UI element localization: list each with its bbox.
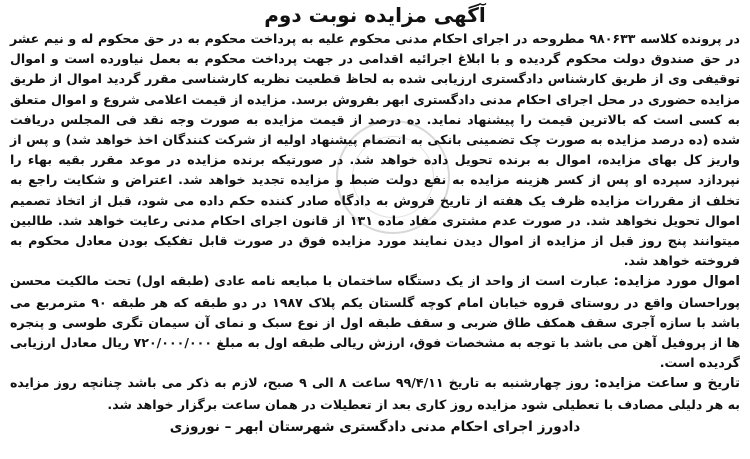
notice-title: آگهی مزایده نوبت دوم [264,3,486,27]
notice-intro-paragraph: در پرونده کلاسه ۹۸۰۶۳۳ مطروحه در اجرای احکام مدنی محکوم علیه به پرداخت محکوم به در حق محکوم له و نیم عشر در حق صندوق دولت محکوم گردیده و با ابلاغ اجرائیه اقدامی در جهت پرداخت محکوم به بعمل نیاورده است و اموال توقیفی وی از طریق کارشناس دادگستری ارزیابی شده به لحاظ قطعیت نظریه کارشناسی مقرر گردید اموال از طریق مزایده حضوری در محل اجرای احکام مدنی دادگستری ابهر بفروش برسد. مزایده از قیمت اعلامی شروع و اموال متعلق به کسی است که بالاترین قیمت را پیشنهاد نماید. ده درصد از قیمت مزایده به صورت وجه نقد فی المجلس دریافت شده (ده درصد مزایده به صورت چک تضمینی بانکی به انضمام پیشنهاد اولیه از شرکت کنندگان اخذ خواهد شد) و پس از واریز کل بهای مزایده، اموال به برنده تحویل داده خواهد شد. در صورتیکه برنده مزایده در موعد مقرر بقیه بهاء را نپردازد سپرده او پس از کسر هزینه مزایده به نفع دولت ضبط و مزایده تجدید خواهد شد. اعتراض و شکایت راجع به تخلف از مقررات مزایده ظرف یک هفته از تاریخ فروش به دادگاه صادر کننده حکم داده می شود، قبل از اتخاذ تصمیم اموال تحویل نخواهد شد. در صورت عدم مشتری مفاد ماده ۱۳۱ از قانون اجرای احکام مدنی رعایت خواهد شد. طالبین میتوانند پنج روز قبل از مزایده از اموال دیدن نمایند مورد مزایده فوق در صورت قابل تفکیک بودن معادل محکوم به فروخته خواهد شد. [10,31,740,269]
datetime-heading: تاریخ و ساعت مزایده: [594,376,740,392]
property-heading: اموال مورد مزایده: [613,274,741,290]
auction-notice [6,0,744,459]
notice-signature: دادورز اجرای احکام مدنی دادگستری شهرستان ابهر – نوروزی [169,418,581,435]
datetime-description: روز چهارشنبه به تاریخ ۹۹/۴/۱۱ ساعت ۸ الی ۹ صبح، لازم به ذکر می باشد چنانچه روز مزایده به هر دلیلی مصادف با تعطیلی شود مزایده روز کاری بعد از تعطیلات در همان ساعت برگزار خواهد شد. [10,375,740,412]
datetime-paragraph [10,373,740,414]
property-paragraph [10,271,740,373]
property-description: عبارت است از واحد از یک دستگاه ساختمان با مبایعه نامه عادی (طبقه اول) تحت مالکیت محسن پوراحسان واقع در روستای قروه خیابان امام کوچه گلستان یکم پلاک ۱۹۸۷ در دو طبقه که هر طبقه ۹۰ مترمربع می باشد با سازه آجری سقف همکف طاق ضربی و سقف طبقه اول از نوع سبک و نمای آن سیمان تگری طوسی و پنجره ها از پروفیل آهن می باشد با توجه به مشخصات فوق، ارزش ریالی طبقه اول به مبلغ ۷۲۰/۰۰۰/۰۰۰ ریال معادل ارزیابی گردیده است. [10,273,740,371]
